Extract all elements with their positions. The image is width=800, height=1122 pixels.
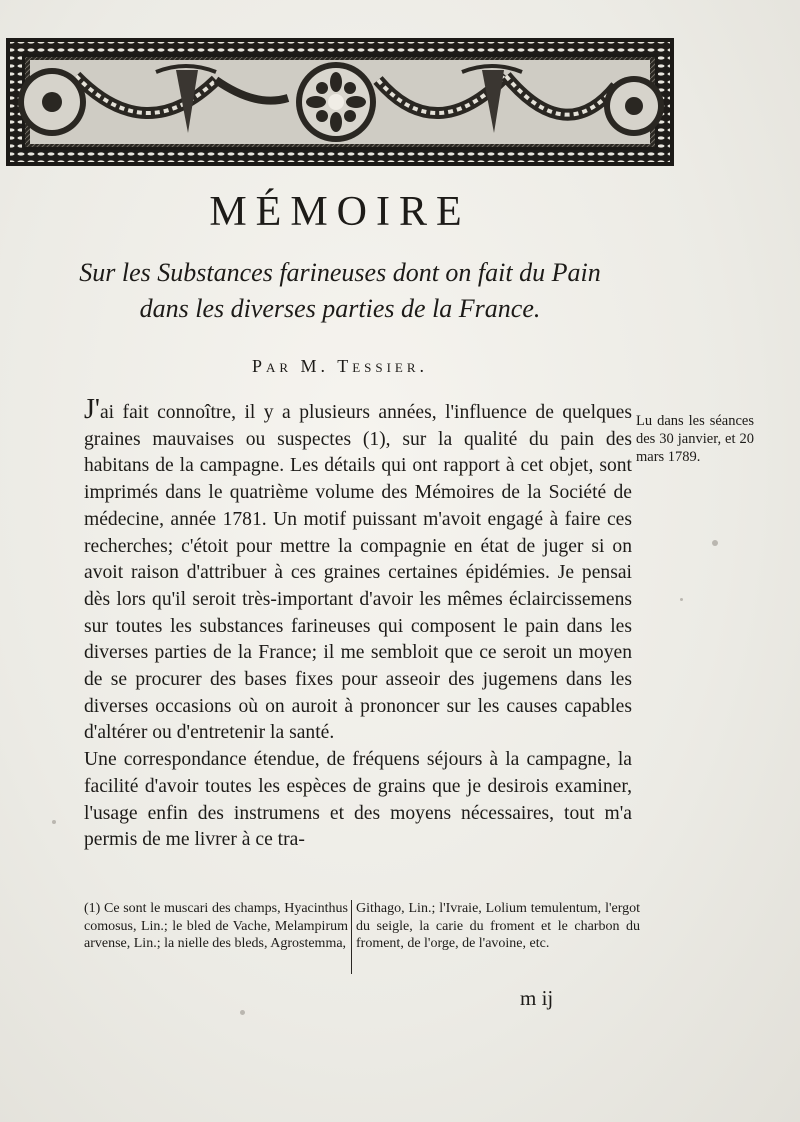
subtitle-line: Sur les Substances farineuses dont on fait du Pain [79, 258, 601, 287]
footnote-right-column: Githago, Lin.; l'Ivraie, Lolium temulentum, l'ergot du seigle, la carie du froment et le charbon du froment, de l'orge, de l'avoine, etc. [356, 901, 640, 952]
paper-speck [680, 598, 683, 601]
paper-speck [52, 820, 56, 824]
paragraph-text: Une correspondance étendue, de fréquens séjours à la campagne, la facilité d'avoir toutes les espèces de grains que je desirois examiner, l'usage enfin des instrumens et des moyens nécessaires, tout m'a permis de me livrer à ce tra- [84, 749, 632, 851]
subtitle [40, 255, 640, 327]
body-text [84, 394, 632, 854]
drop-cap: J' [84, 394, 100, 425]
margin-note: Lu dans les séances des 30 janvier, et 20 mars 1789. [636, 413, 754, 465]
page-title: MÉMOIRE [209, 189, 471, 235]
paper-speck [240, 1010, 245, 1015]
paper-speck [712, 540, 718, 546]
paragraph [84, 747, 632, 854]
decorative-headpiece [6, 38, 674, 166]
footnote-left-column: (1) Ce sont le muscari des champs, Hyacinthus comosus, Lin.; le bled de Vache, Melampirum arvense, Lin.; la nielle des bleds, Agrostemma, [84, 901, 348, 952]
paragraph-text: ai fait connoître, il y a plusieurs années, l'influence de quelques graines mauvaises ou suspectes (1), sur la qualité du pain des habitans de la campagne. Les détails qui ont rapport à cet objet, sont imprimés dans le quatrième volume des Mémoires de la Société de médecine, année 1781. Un motif puissant m'avoit engagé à faire ces recherches; c'étoit pour mettre la compagnie en état de juger si on avoit raison d'attribuer à ces graines certaines épidémies. Je pensai dès lors qu'il seroit très-important d'avoir les mêmes éclaircissemens sur toutes les substances farineuses qui composent le pain dans les diverses parties de la France; il me sembloit que ce seroit un moyen de se procurer des bases fixes pour asseoir des jugemens dans les diverses occasions où on auroit à prononcer sur les causes capables d'altérer ou d'entretenir la santé. [84, 402, 632, 744]
footnote-divider [351, 900, 352, 974]
signature-mark: m ij [520, 986, 554, 1010]
subtitle-line: dans les diverses parties de la France. [139, 294, 541, 323]
paragraph [84, 394, 632, 747]
author-byline: Par M. Tessier. [251, 356, 429, 376]
footnotes [84, 900, 640, 978]
